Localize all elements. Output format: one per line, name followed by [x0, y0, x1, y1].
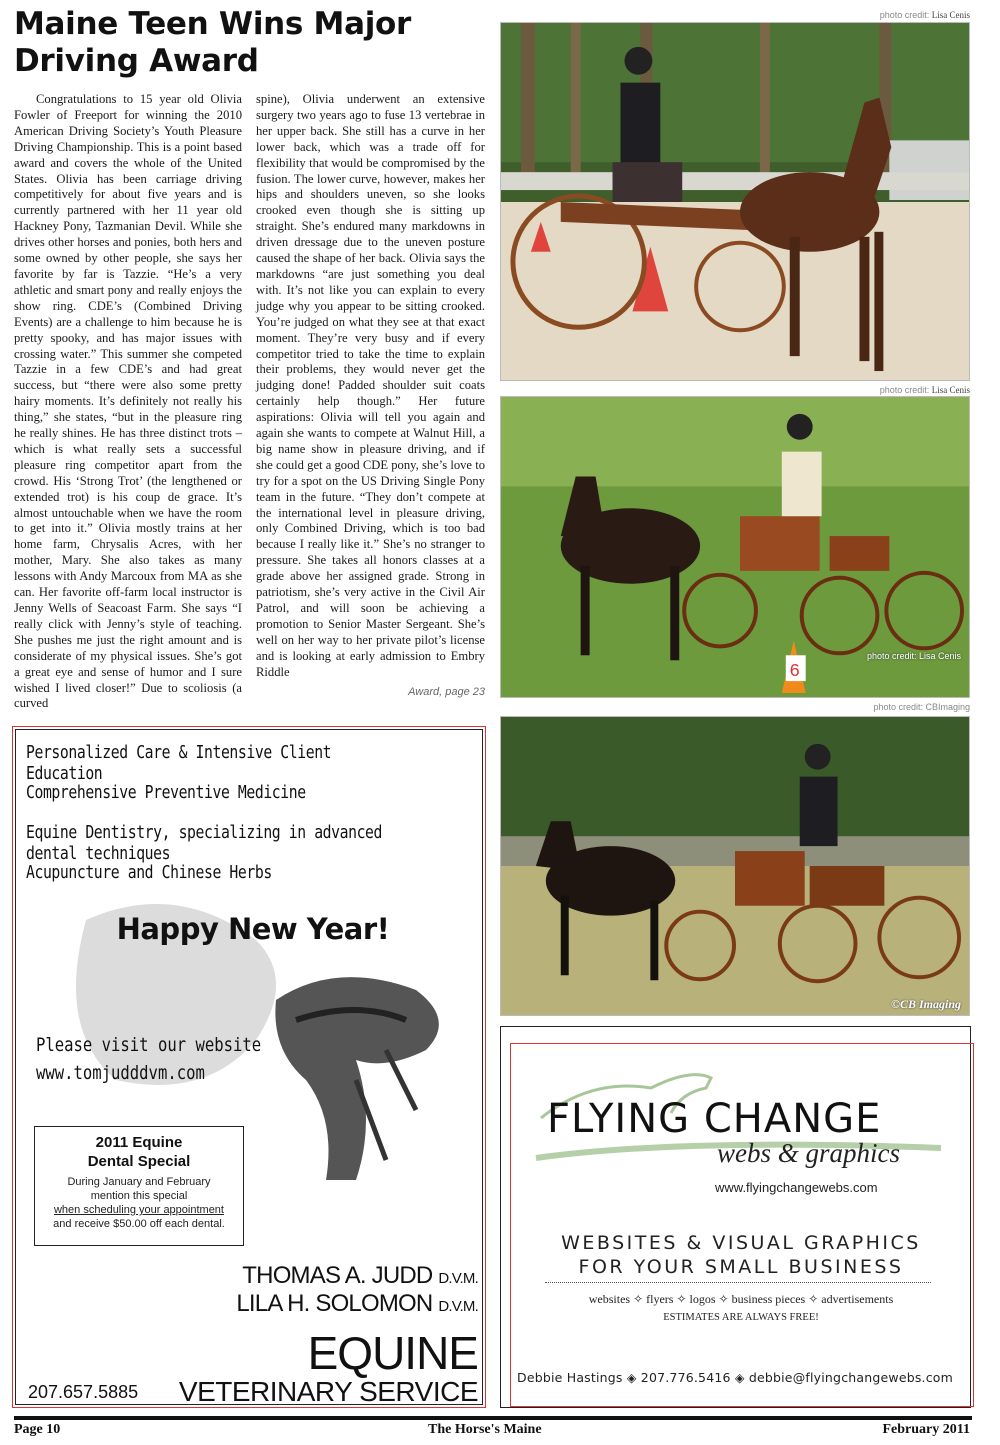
footer-publication: The Horse's Maine [428, 1422, 542, 1437]
dental-special-line-4: and receive $50.00 off each dental. [53, 1218, 225, 1230]
footer-rule [14, 1416, 972, 1420]
doctor-1-title: D.V.M. [438, 1270, 478, 1287]
dental-special-line-2: mention this special [90, 1190, 188, 1202]
photo-3-overlay-credit: ©CB Imaging [891, 997, 961, 1011]
photo-carriage-3 [500, 716, 970, 1016]
vet-service-3: Equine Dentistry, specializing in advanced dental techniques [26, 822, 383, 864]
headline-line-2: Driving Award [14, 43, 259, 79]
doctor-2-name: LILA H. SOLOMON [236, 1290, 433, 1317]
photo-2-overlay-credit: photo credit: Lisa Cenis [866, 651, 961, 661]
photo-1-credit-label: photo credit: [879, 10, 930, 20]
dental-special-title-1: 2011 Equine [95, 1134, 183, 1151]
flying-change-ad [510, 1043, 974, 1407]
dental-special-box [34, 1126, 244, 1246]
dental-special-title-2: Dental Special [87, 1153, 191, 1170]
flying-change-headline-2: FOR YOUR SMALL BUSINESS [578, 1256, 904, 1278]
doctor-2 [236, 1290, 478, 1318]
equine-vet-ad-inner [15, 729, 483, 1405]
photo-1-credit-name: Lisa Cenis [931, 10, 970, 20]
photo-3-credit: photo credit: CBImaging [873, 702, 970, 712]
photo-carriage-3-image [501, 717, 969, 1015]
dotted-divider [545, 1282, 931, 1283]
footer-date: February 2011 [882, 1422, 970, 1437]
equine-vet-ad [12, 726, 486, 1408]
vet-phone-number: 207.657.5885 [28, 1382, 139, 1402]
doctor-1-name: THOMAS A. JUDD [242, 1262, 433, 1289]
flying-change-website-link[interactable]: www.flyingchangewebs.com [715, 1180, 878, 1195]
article-column-1 [14, 92, 242, 712]
vet-service-2: Comprehensive Preventive Medicine [26, 782, 306, 803]
photo-1-credit [760, 10, 970, 20]
vet-service-1: Personalized Care & Intensive Client Education [26, 742, 332, 784]
photo-carriage-1 [500, 22, 970, 381]
article-headline [14, 6, 494, 80]
doctor-2-title: D.V.M. [438, 1298, 478, 1315]
happy-new-year-heading: Happy New Year! [116, 912, 390, 946]
flying-change-estimates: ESTIMATES ARE ALWAYS FREE! [663, 1312, 819, 1323]
photo-2-credit [760, 385, 970, 395]
flying-change-title: FLYING CHANGE [547, 1096, 882, 1142]
photo-carriage-1-image [501, 23, 969, 380]
dental-special-line-3: when scheduling your appointment [53, 1204, 224, 1216]
article-text-col1: Congratulations to 15 year old Olivia Fowler of Freeport for winning the 2010 American Driving Society’s Youth Pleasure Driving Championship. This is a point based award and covers the whole of the United States. Olivia has been carriage driving competitively for about five years and is currently partnered with her 11 year old Hackney Pony, Tazmanian Devil. While she drives other horses and ponies, both hers and some owned by other people, she says her favorite by far is Tazzie. “He’s a very athletic and smart pony and really enjoys the show ring. CDE’s (Combined Driving Events) are a challenge to him because he is pretty spooky, and has major issues with crossing water.” This summer she competed Tazzie in a few CDE’s and had great success, but “there were also some pretty hairy moments. It’s definitely not really his thing,” she states, “but in the pleasure ring he really shines. He has three distinct trots – which is what really sets a successful pleasure ring competitor apart from the crowd. His ‘Strong Trot’ (the lengthened or extended trot) is his coup de grace. It’s almost untouchable when we have the room to get into it.” Olivia mostly trains at her home farm, Chrysalis Acres, with her mother, Mary. She also takes as many lessons with Andy Marcoux from MA as she can. Her favorite off-farm local instructor is Jenny Wells of Seacoast Farm. She says “I really click with Jenny’s style of teaching. She pushes me just the right amount and is considerate of my physical issues. She’s got a great eye and sense of humor and I sure wished I lived closer!” Due to scoliosis (a curved [14, 92, 242, 711]
vet-service-4: Acupuncture and Chinese Herbs [26, 862, 272, 883]
headline-line-1: Maine Teen Wins Major [14, 6, 412, 42]
article-column-2 [256, 92, 485, 681]
vet-brand-equine: EQUINE [307, 1327, 478, 1379]
dental-special-line-1: During January and February [67, 1176, 211, 1188]
flying-change-services: websites ✧ flyers ✧ logos ✧ business pieces ✧ advertisements [588, 1292, 894, 1306]
footer-page-number: Page 10 [14, 1422, 61, 1437]
cone-number: 6 [789, 660, 800, 681]
flying-change-subtitle: webs & graphics [717, 1138, 901, 1168]
flying-change-headline-1: WEBSITES & VISUAL GRAPHICS [561, 1232, 921, 1254]
photo-carriage-2 [500, 396, 970, 698]
photo-2-credit-name: Lisa Cenis [931, 385, 970, 395]
article-jump-line: Award, page 23 [408, 686, 485, 698]
visit-website-text: Please visit our website [36, 1034, 262, 1056]
doctor-1 [242, 1262, 478, 1290]
vet-brand-veterinary-service: VETERINARY SERVICE [178, 1376, 478, 1405]
article-text-col2: spine), Olivia underwent an extensive surgery two years ago to fuse 13 vertebrae in her upper back. She still has a curve in her lower back, which was a trade off for flexibility that would be compromised by the fusion. The lower curve, however, makes her hips and shoulders uneven, so she looks crooked even though she is sitting up straight. She’s endured many markdowns in driven dressage due to the uneven posture caused the shape of her back. Olivia says the markdowns “are just something you deal with. It’s not like you can explain to every judge why you appear to be sitting crooked. You’re judged on what they see at that exact moment. They’re very busy and if every competitor tried to take the time to explain their problems, they would never get the judging done! Padded shoulder suit coats certainly help though.” Her future aspirations: Olivia will tell you again and again she wants to compete at Walnut Hill, a big name show in pleasure driving, and if she could get a good CDE pony, she’s love to try for a spot on the US Driving Single Pony team in the future. “They don’t compete at the international level in pleasure driving, only Combined Driving, which is too bad because I really like it.” She’s no stranger to pressure. She takes all honors classes at a grade above her assigned grade. Strong in patriotism, she’s very active in the Civil Air Patrol, and will soon be achieving a promotion to Senior Master Sergeant. She’s well on her way to her private pilot’s license and is looking at early admission to Embry Riddle [256, 92, 485, 679]
flying-change-contact[interactable]: Debbie Hastings ◈ 207.776.5416 ◈ debbie@flyingchangewebs.com [517, 1370, 954, 1385]
vet-website-link[interactable]: www.tomjudddvm.com [36, 1062, 205, 1084]
photo-2-credit-label: photo credit: [879, 385, 930, 395]
